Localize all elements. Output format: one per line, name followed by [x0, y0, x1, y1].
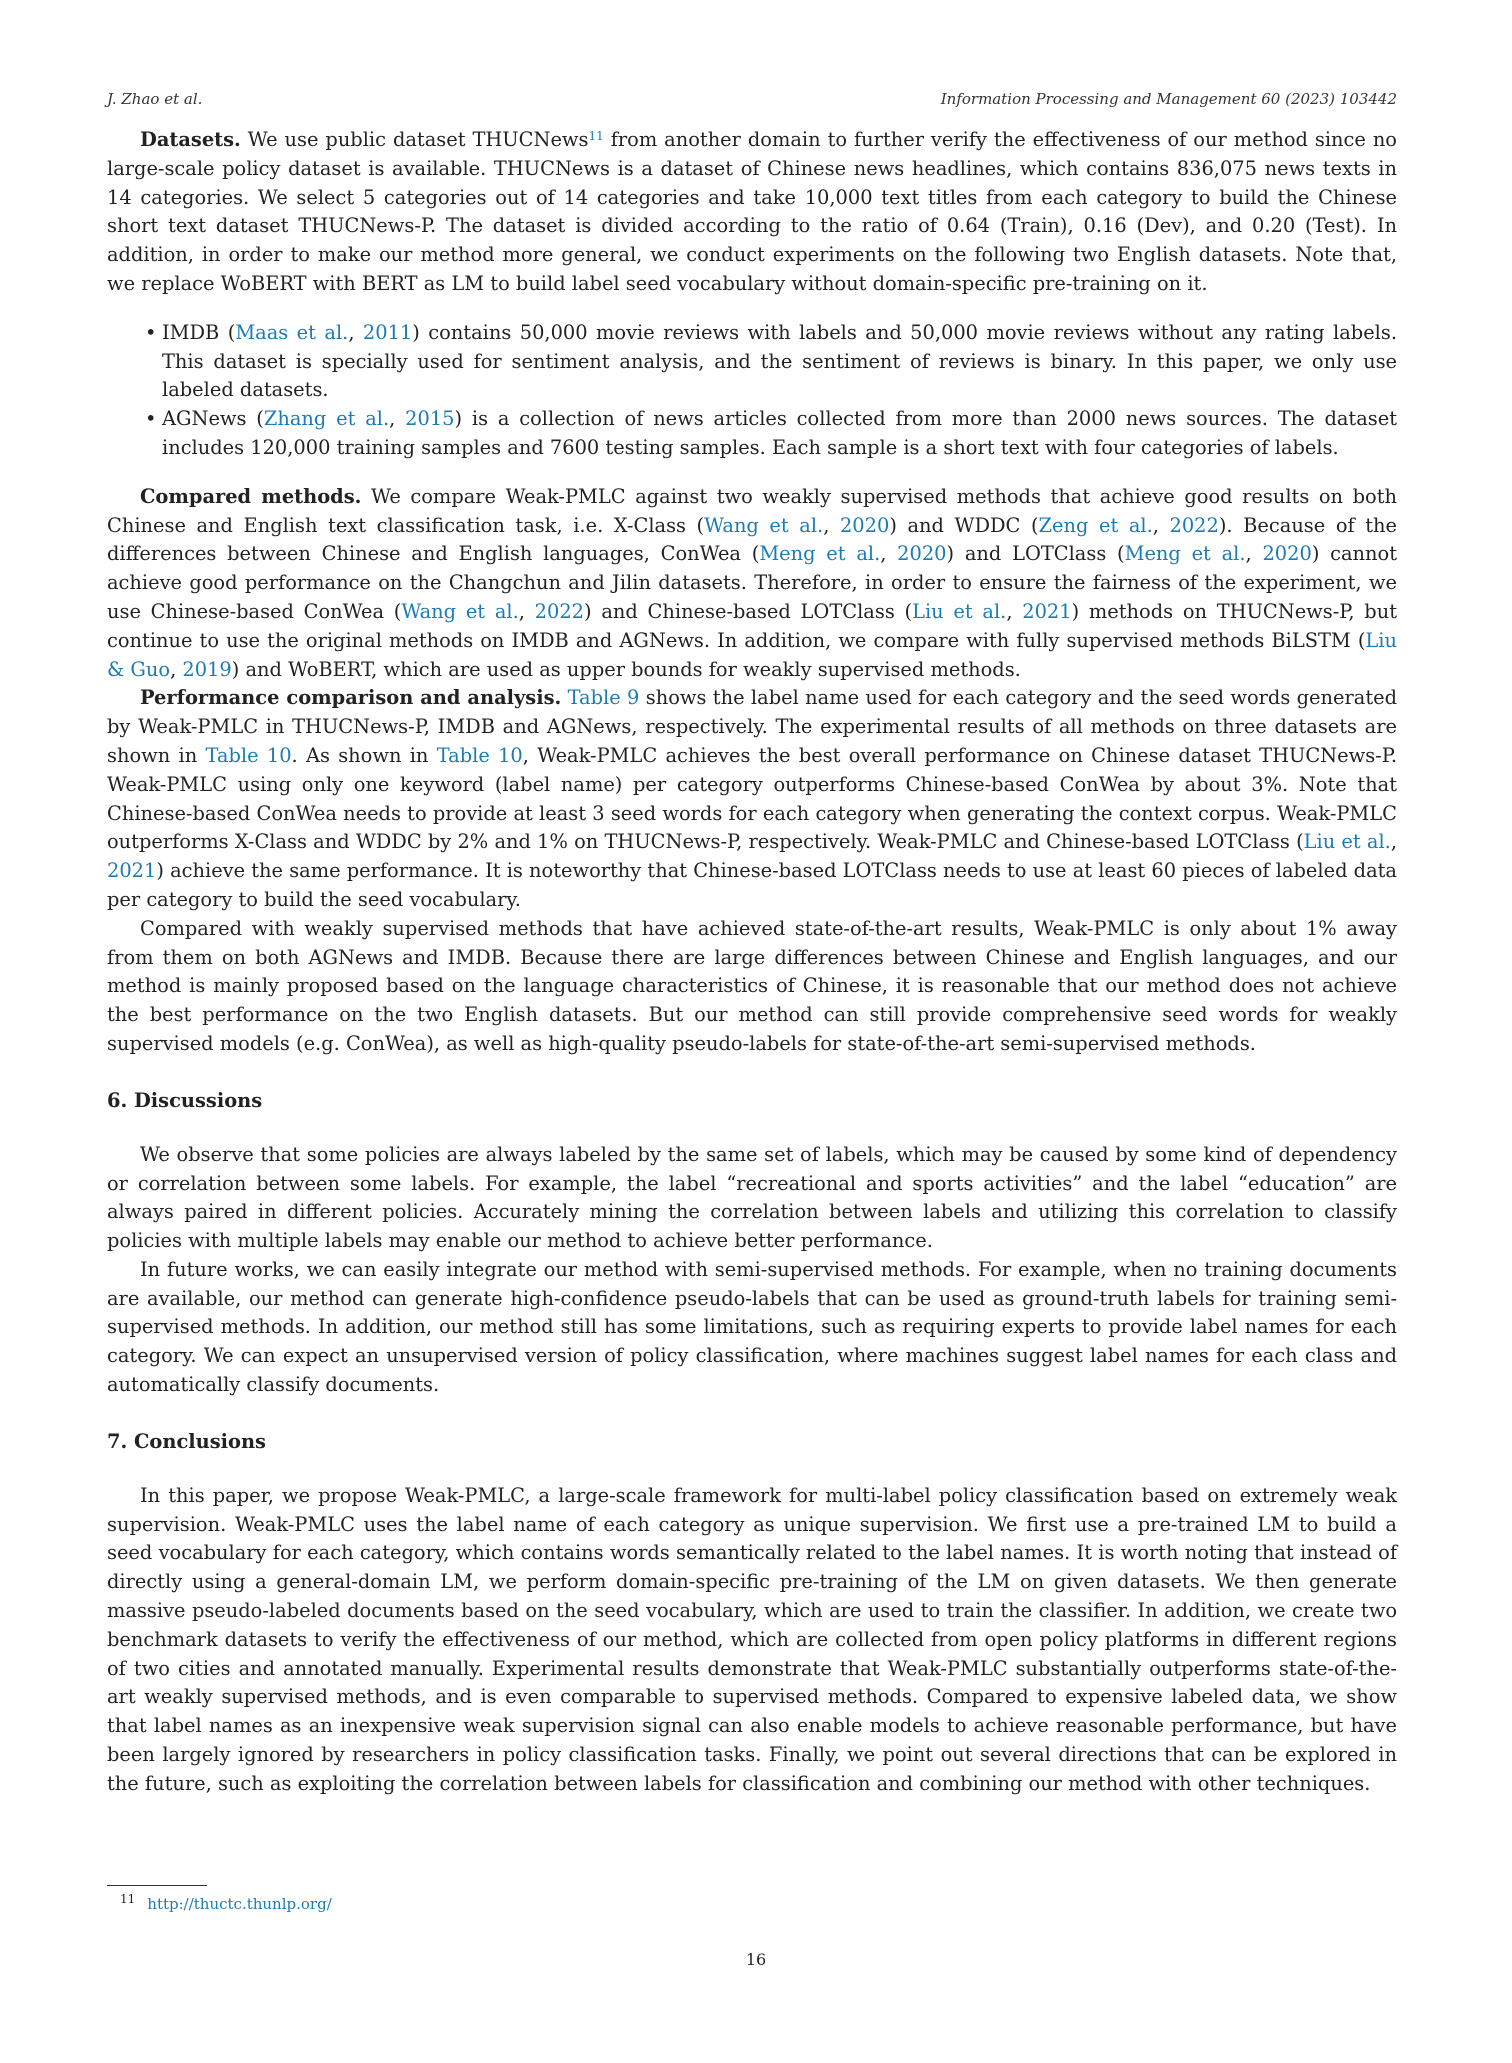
- table-ref-link[interactable]: Table 9: [567, 686, 640, 710]
- sota-comparison-paragraph: Compared with weakly supervised methods that have achieved state-of-the-art results, Weak-PMLC is only about 1% away from them on both AGNews and IMDB. Because there are large differences between Chinese and English languages, and our method is mainly proposed based on the language characteristics of Chinese, it is reasonable that our method does not achieve the best performance on the two English datasets. But our method can still provide comprehensive seed words for weakly supervised models (e.g. ConWea), as well as high-quality pseudo-labels for state-of-the-art semi-supervised methods.: [107, 916, 1397, 1055]
- citation-year-link[interactable]: 2020: [1262, 542, 1312, 566]
- citation-year-link[interactable]: 2015: [405, 407, 455, 431]
- section-heading-conclusions: 7. Conclusions: [107, 1429, 266, 1453]
- citation-link[interactable]: Meng et al.: [759, 542, 881, 566]
- section-heading-discussions: 6. Discussions: [107, 1088, 263, 1112]
- citation-year-link[interactable]: 2019: [182, 657, 232, 681]
- footnote-url-link[interactable]: http://thuctc.thunlp.org/: [147, 1895, 332, 1913]
- performance-paragraph: Performance comparison and analysis. Table 9 shows the label name used for each category and the seed words generated by Weak-PMLC in THUCNews-P, IMDB and AGNews, respectively. The experimental results of all methods on three datasets are shown in Table 10. As shown in Table 10, Weak-PMLC achieves the best overall performance on Chinese dataset THUCNews-P. Weak-PMLC using only one keyword (label name) per category outperforms Chinese-based ConWea by about 3%. Note that Chinese-based ConWea needs to provide at least 3 seed words for each category when generating the context corpus. Weak-PMLC outperforms X-Class and WDDC by 2% and 1% on THUCNews-P, respectively. Weak-PMLC and Chinese-based LOTClass (Liu et al., 2021) achieve the same performance. It is noteworthy that Chinese-based LOTClass needs to use at least 60 pieces of labeled data per category to build the seed vocabulary.: [107, 686, 1398, 911]
- list-item-agnews: • AGNews (Zhang et al., 2015) is a collection of news articles collected from more than 2000 news sources. The dataset includes 120,000 training samples and 7600 testing samples. Each sample is a short text with four categories of labels.: [145, 407, 1398, 459]
- discussions-paragraph-2: In future works, we can easily integrate our method with semi-supervised methods. For example, when no training documents are available, our method can generate high-confidence pseudo-labels that can be used as ground-truth labels for training semi-supervised methods. In addition, our method still has some limitations, such as requiring experts to provide label names for each category. We can expect an unsupervised version of policy classification, where machines suggest label names for each class and automatically classify documents.: [107, 1257, 1397, 1397]
- compared-methods-paragraph: Compared methods. We compare Weak-PMLC against two weakly supervised methods that achieve good results on both Chinese and English text classification task, i.e. X-Class (Wang et al., 2020) and WDDC (Zeng et al., 2022). Because of the differences between Chinese and English languages, ConWea (Meng et al., 2020) and LOTClass (Meng et al., 2020) cannot achieve good performance on the Changchun and Jilin datasets. Therefore, in order to ensure the fairness of the experiment, we use Chinese-based ConWea (Wang et al., 2022) and Chinese-based LOTClass (Liu et al., 2021) methods on THUCNews-P, but continue to use the original methods on IMDB and AGNews. In addition, we compare with fully supervised methods BiLSTM (Liu & Guo, 2019) and WoBERT, which are used as upper bounds for weakly supervised methods.: [107, 484, 1398, 681]
- performance-heading: Performance comparison and analysis.: [140, 686, 562, 710]
- discussions-paragraph-1: We observe that some policies are always labeled by the same set of labels, which may be caused by some kind of dependency or correlation between some labels. For example, the label “recreational and sports activities” and the label “education” are always paired in different policies. Accurately mining the correlation between labels and utilizing this correlation to classify policies with multiple labels may enable our method to achieve better performance.: [107, 1142, 1397, 1253]
- citation-link[interactable]: Liu et al.: [912, 599, 1007, 623]
- footnote-divider: [107, 1885, 207, 1886]
- table-ref-link[interactable]: Table 10: [205, 743, 292, 767]
- header-journal: Information Processing and Management 60 (2023) 103442: [940, 90, 1397, 108]
- citation-year-link[interactable]: 2022: [1169, 513, 1219, 537]
- citation-link[interactable]: Liu et al.: [1303, 830, 1391, 854]
- list-item-imdb: • IMDB (Maas et al., 2011) contains 50,000 movie reviews with labels and 50,000 movie reviews without any rating labels. This dataset is specially used for sentiment analysis, and the sentiment of reviews is binary. In this paper, we only use labeled datasets.: [145, 320, 1397, 402]
- datasets-paragraph: [107, 126, 1397, 299]
- citation-link[interactable]: Zhang et al.: [263, 407, 390, 431]
- citation-year-link[interactable]: 2021: [107, 859, 157, 883]
- conclusions-paragraph: In this paper, we propose Weak-PMLC, a large-scale framework for multi-label policy classification based on extremely weak supervision. Weak-PMLC uses the label name of each category as unique supervision. We first use a pre-trained LM to build a seed vocabulary for each category, which contains words semantically related to the label names. It is worth noting that instead of directly using a general-domain LM, we perform domain-specific pre-training of the LM on given datasets. We then generate massive pseudo-labeled documents based on the seed vocabulary, which are used to train the classifier. In addition, we create two benchmark datasets to verify the effectiveness of our method, which are collected from open policy platforms in different regions of two cities and annotated manually. Experimental results demonstrate that Weak-PMLC substantially outperforms state-of-the-art weakly supervised methods, and is even comparable to supervised methods. Compared to expensive labeled data, we show that label names as an inexpensive weak supervision signal can also enable models to achieve reasonable performance, but have been largely ignored by researchers in policy classification tasks. Finally, we point out several directions that can be explored in the future, such as exploiting the correlation between labels for classification and combining our method with other techniques.: [107, 1483, 1397, 1795]
- citation-year-link[interactable]: 2020: [897, 542, 947, 566]
- citation-link[interactable]: Wang et al.: [401, 599, 519, 623]
- compared-heading: Compared methods.: [140, 484, 362, 508]
- datasets-text-2: from another domain to further verify the effectiveness of our method since no large-scale policy dataset is available. THUCNews is a dataset of Chinese news headlines, which contains 836,075 news texts in 14 categories. We select 5 categories out of 14 categories and take 10,000 text titles from each category to build the Chinese short text dataset THUCNews-P. The dataset is divided according to the ratio of 0.64 (Train), 0.16 (Dev), and 0.20 (Test). In addition, in order to make our method more general, we conduct experiments on the following two English datasets. Note that, we replace WoBERT with BERT as LM to build label seed vocabulary without domain-specific pre-training on it.: [107, 128, 1397, 295]
- bullet-icon: •: [145, 407, 157, 431]
- citation-year-link[interactable]: 2020: [839, 513, 890, 537]
- header-authors: J. Zhao et al.: [107, 90, 203, 108]
- citation-link[interactable]: Wang et al.: [704, 513, 824, 537]
- citation-year-link[interactable]: 2022: [534, 599, 585, 623]
- page-body: [107, 90, 1397, 1799]
- datasets-text-1: We use public dataset THUCNews: [240, 128, 589, 151]
- citation-link[interactable]: Meng et al.: [1124, 542, 1246, 566]
- citation-link[interactable]: Liu & Guo: [107, 628, 1397, 681]
- datasets-heading: Datasets.: [140, 128, 241, 151]
- running-head: [107, 90, 1397, 108]
- footnote-number: 11: [120, 1892, 136, 1906]
- citation-year-link[interactable]: 2021: [1022, 599, 1072, 623]
- bullet-icon: •: [145, 320, 157, 344]
- citation-link[interactable]: Zeng et al.: [1038, 513, 1153, 537]
- citation-link[interactable]: Maas et al.: [235, 320, 349, 344]
- citation-year-link[interactable]: 2011: [362, 320, 413, 344]
- footnote: [120, 1892, 332, 1913]
- page-number: 16: [745, 1950, 767, 1969]
- dataset-list: [107, 319, 1397, 463]
- footnote-ref[interactable]: 11: [588, 129, 604, 143]
- table-ref-link[interactable]: Table 10: [436, 743, 523, 767]
